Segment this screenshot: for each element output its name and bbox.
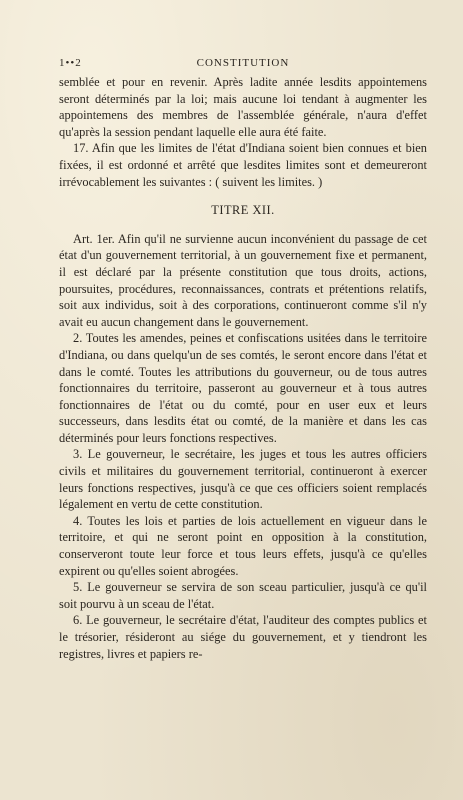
paragraph-article-3: 3. Le gouverneur, le secrétaire, les juges et tous les autres officiers civils et militaires du gouvernement territorial, continueront à exercer leurs fonctions respectives, jusqu'à ce que ces officiers soient remplacés légalement en vertu de cette constitution. bbox=[59, 447, 427, 512]
page-number: 1••2 bbox=[59, 57, 82, 69]
paragraph-continuation: semblée et pour en revenir. Après ladite année lesdits appointemens seront déterminés par la loi; mais aucune loi tendant à augmenter les appointemens des membres de l'assemblée générale, n'aura d'effet qu'après la session pendant laquelle elle aura été faite. bbox=[59, 75, 427, 139]
section-heading: TITRE XII. bbox=[211, 203, 275, 218]
paragraph-article-6: 6. Le gouverneur, le secrétaire d'état, l'auditeur des comptes publics et le trésorier, résideront au siége du gouvernement, et y tiendront les registres, livres et papiers re- bbox=[59, 613, 427, 661]
running-title: CONSTITUTION bbox=[196, 57, 290, 69]
paragraph-article-4: 4. Toutes les lois et parties de lois actuellement en vigueur dans le territoire, et qui ne seront point en opposition à la constitution, conserveront toute leur force et tous leurs effets, jusqu'à ce qu'elles expirent ou qu'elles soient abrogées. bbox=[59, 513, 427, 578]
page-body bbox=[59, 74, 427, 662]
paragraph-article-5: 5. Le gouverneur se servira de son sceau particulier, jusqu'à ce qu'il soit pourvu à un sceau de l'état. bbox=[59, 580, 427, 611]
running-header bbox=[59, 57, 427, 73]
paragraph-article-2: 2. Toutes les amendes, peines et confiscations usitées dans le territoire d'Indiana, ou dans quelqu'un de ses comtés, le seront encore dans l'état et dans le comté. Toutes les attributions du gouverneur, ou de tous autres fonctionnaires du territoire, passeront au gouverneur et à tous autres fonctionnaires de l'état ou du comté, pour en user eux et leurs successeurs, dans lesdits état ou comté, de la manière et dans les cas déterminés pour leurs fonctions respectives. bbox=[59, 331, 427, 445]
paragraph-article-1: Art. 1er. Afin qu'il ne survienne aucun inconvénient du passage de cet état d'un gouvernement territorial, à un gouvernement fixe et permanent, il est déclaré par la présente constitution que tous droits, actions, poursuites, procédures, reconnaissances, contrats et prétentions relatifs, soit aux individus, soit à des corporations, continueront comme s'il n'y avait eu aucun changement dans le gouvernement. bbox=[59, 231, 427, 329]
paragraph-article-17: 17. Afin que les limites de l'état d'Indiana soient bien connues et bien fixées, il est ordonné et arrêté que lesdites limites sont et demeureront irrévocablement les suivantes : ( suivent les limites. ) bbox=[59, 141, 427, 189]
